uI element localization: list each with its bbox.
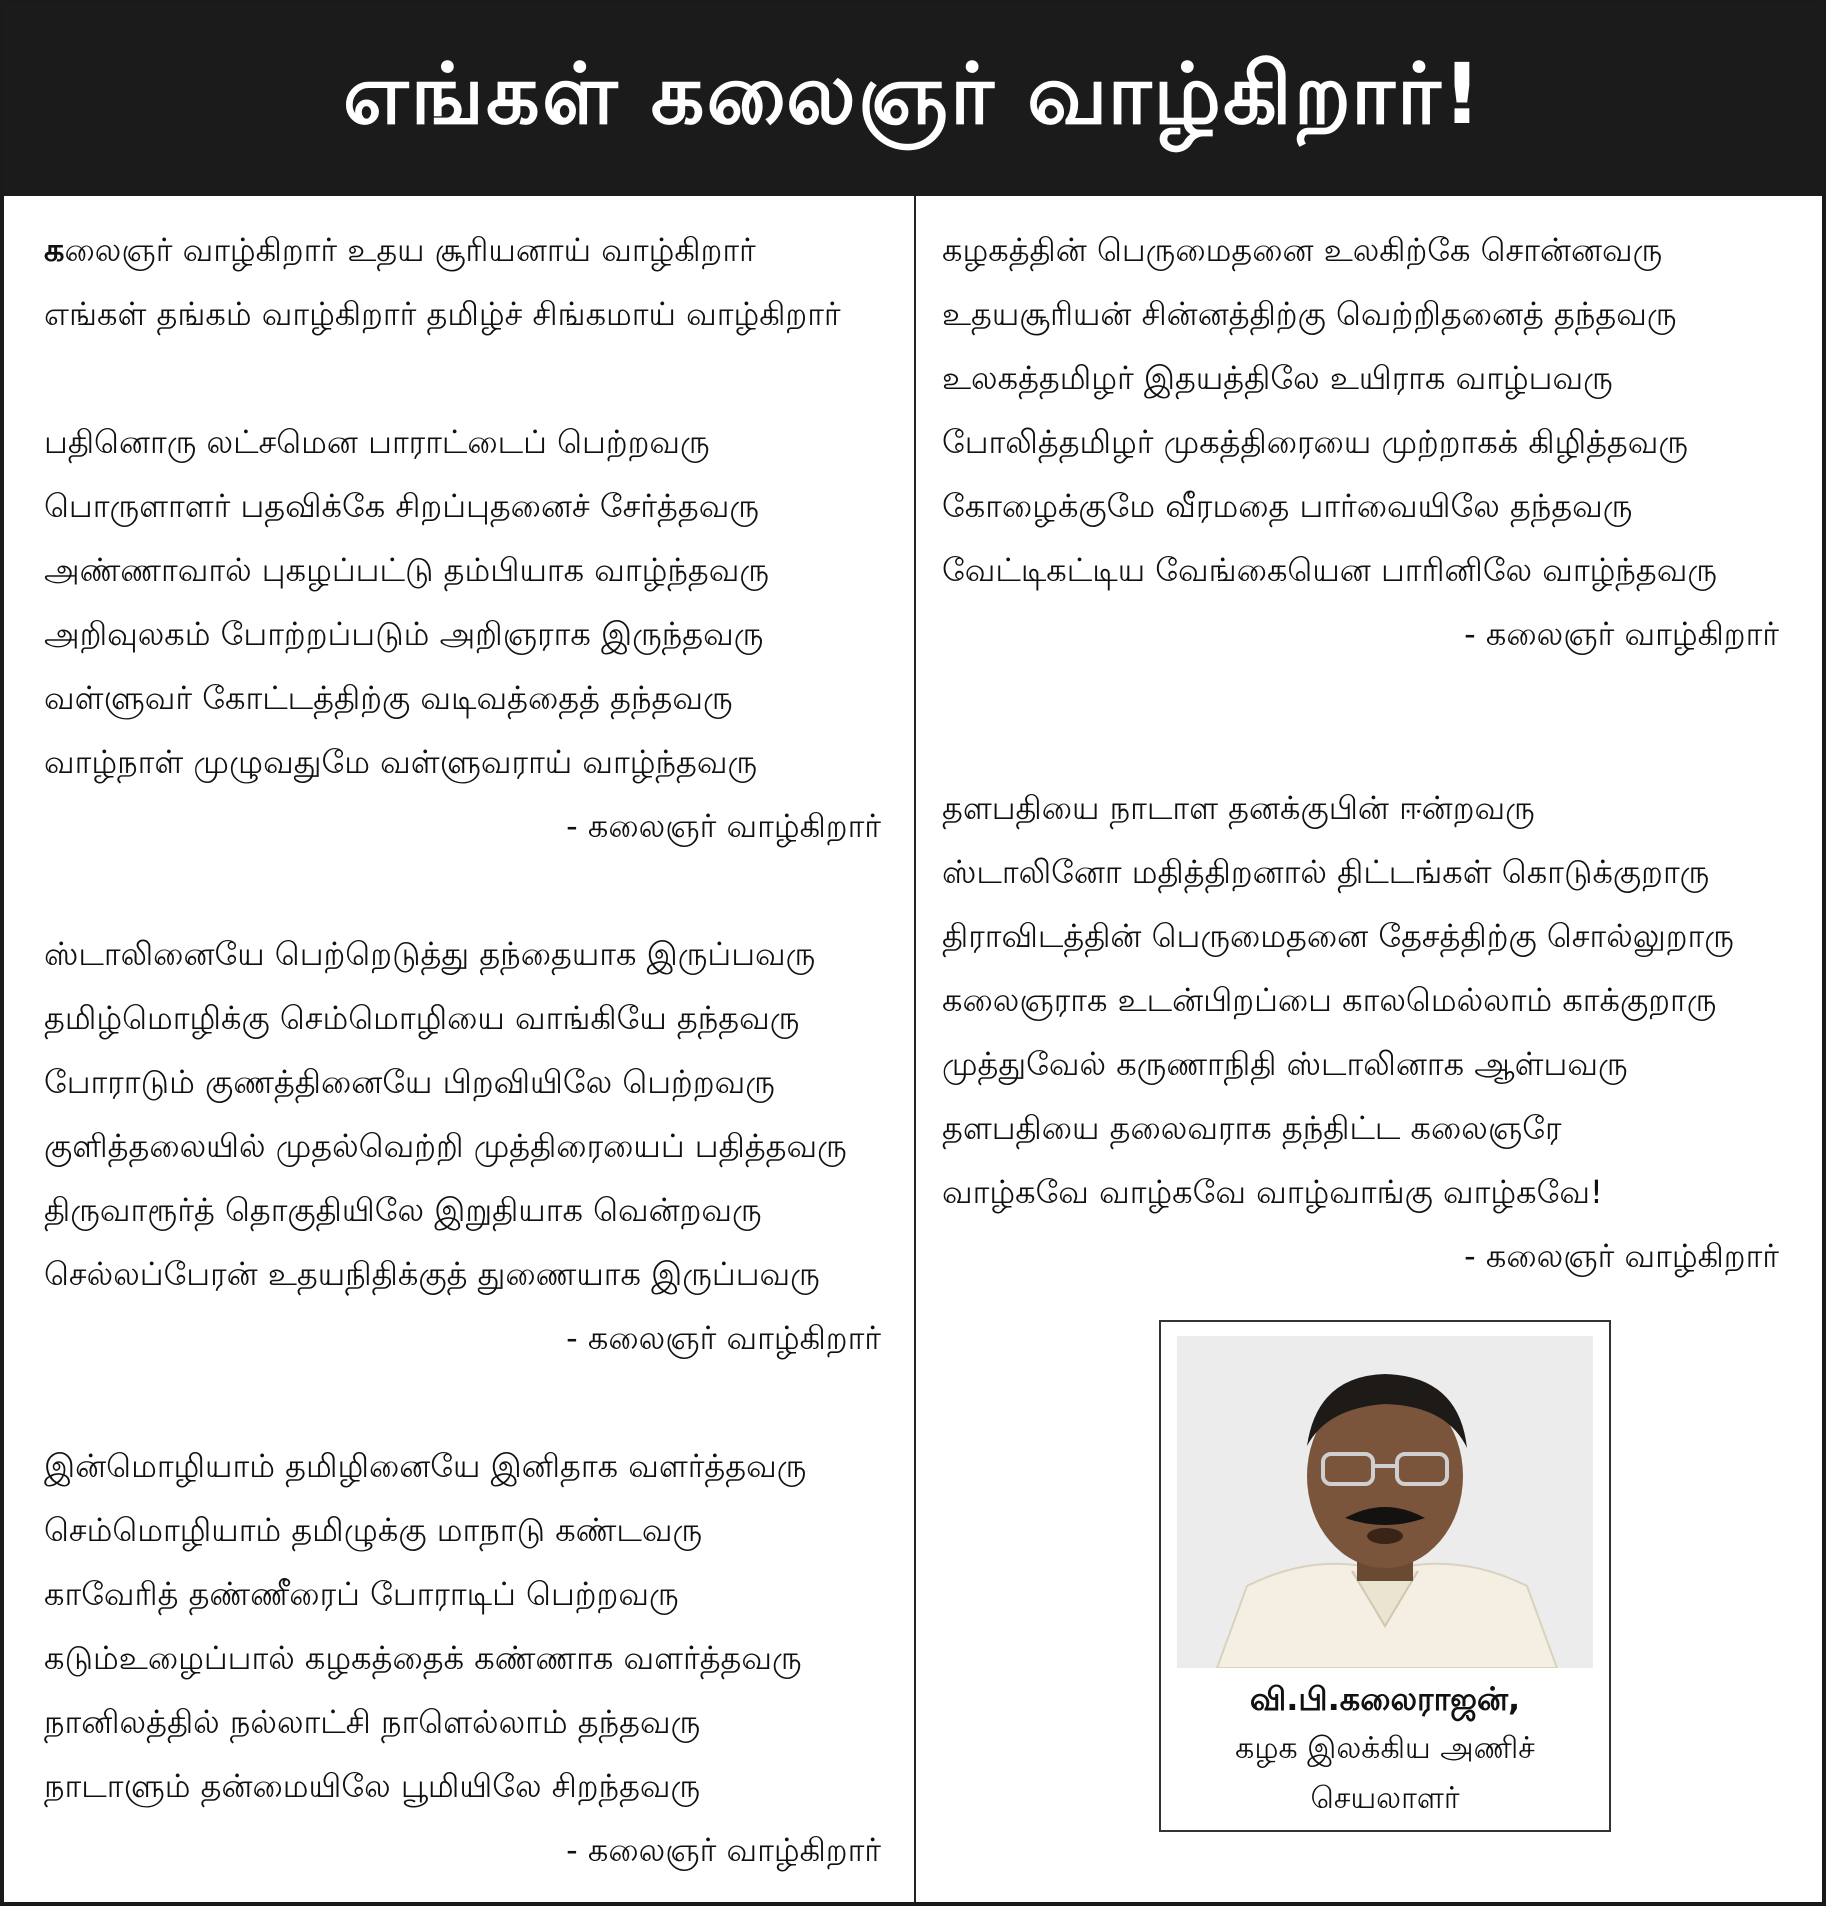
poem-line-text: - கலைஞர் வாழ்கிறார் xyxy=(1464,615,1779,653)
poem-line-text: கோழைக்குமே வீரமதை பார்வையிலே தந்தவரு xyxy=(942,487,1633,525)
poem-line xyxy=(44,1754,889,1818)
poem-line xyxy=(942,538,1787,602)
author-photo xyxy=(1177,1336,1593,1668)
poem-line xyxy=(942,1096,1787,1160)
poem-line-text: தளபதியை தலைவராக தந்திட்ட கலைஞரே xyxy=(942,1109,1562,1147)
poem-line-text: உதயசூரியன் சின்னத்திற்கு வெற்றிதனைத் தந்தவரு xyxy=(942,295,1677,333)
poem-line-text: வாழ்கவே வாழ்கவே வாழ்வாங்கு வாழ்கவே! xyxy=(942,1173,1603,1211)
refrain-line xyxy=(942,602,1787,666)
poem-line-text: ஸ்டாலினையே பெற்றெடுத்து தந்தையாக இருப்பவரு xyxy=(44,935,816,973)
poem-line-text: காவேரித் தண்ணீரைப் போராடிப் பெற்றவரு xyxy=(44,1575,679,1613)
poem-line xyxy=(44,730,889,794)
poem-line-text: ஸ்டாலினோ மதித்திறனால் திட்டங்கள் கொடுக்குறாரு xyxy=(942,853,1710,891)
author-caption xyxy=(1161,1674,1609,1824)
poem-line-text: செல்லப்பேரன் உதயநிதிக்குத் துணையாக இருப்பவரு xyxy=(44,1255,820,1293)
poem-line xyxy=(44,1626,889,1690)
poem-line-text: திருவாரூர்த் தொகுதியிலே இறுதியாக வென்றவரு xyxy=(44,1191,762,1229)
column-divider xyxy=(914,196,916,1902)
poem-line-text: - கலைஞர் வாழ்கிறார் xyxy=(566,1319,881,1357)
poem-line-text: - கலைஞர் வாழ்கிறார் xyxy=(566,807,881,845)
poem-line-text: போலித்தமிழர் முகத்திரையை முற்றாகக் கிழித்தவரு xyxy=(942,423,1689,461)
refrain-line xyxy=(942,1224,1787,1288)
refrain-line xyxy=(44,794,889,858)
poem-left-column xyxy=(44,196,889,1882)
poem-line xyxy=(942,474,1787,538)
poem-line xyxy=(942,1032,1787,1096)
poem-line-text: பதினொரு லட்சமென பாராட்டைப் பெற்றவரு xyxy=(44,423,710,461)
poem-line-text: செம்மொழியாம் தமிழுக்கு மாநாடு கண்டவரு xyxy=(44,1511,703,1549)
poem-line xyxy=(942,346,1787,410)
poem-line xyxy=(44,602,889,666)
stanza-gap xyxy=(44,346,889,410)
poem-line xyxy=(44,538,889,602)
poem-line xyxy=(44,474,889,538)
author-role-line-1: கழக இலக்கிய அணிச் xyxy=(1235,1731,1535,1766)
poem-line-text: குளித்தலையில் முதல்வெற்றி முத்திரையைப் பதித்தவரு xyxy=(44,1127,847,1165)
poem-line-text: வேட்டிகட்டிய வேங்கையென பாரினிலே வாழ்ந்தவரு xyxy=(942,551,1718,589)
poem-line-text: கழகத்தின் பெருமைதனை உலகிற்கே சொன்னவரு xyxy=(942,231,1663,269)
stanza-gap xyxy=(44,858,889,922)
author-role-line-2: செயலாளர் xyxy=(1310,1781,1460,1816)
poem-line-text: உலகத்தமிழர் இதயத்திலே உயிராக வாழ்பவரு xyxy=(942,359,1613,397)
poem-line xyxy=(942,840,1787,904)
refrain-line xyxy=(44,1306,889,1370)
poem-line-text: எங்கள் தங்கம் வாழ்கிறார் தமிழ்ச் சிங்கமாய் வாழ்கிறார் xyxy=(44,295,841,333)
poem-line xyxy=(44,1562,889,1626)
poem-line-text: அண்ணாவால் புகழப்பட்டு தம்பியாக வாழ்ந்தவரு xyxy=(44,551,769,589)
poem-line xyxy=(942,410,1787,474)
poem-line-text: வள்ளுவர் கோட்டத்திற்கு வடிவத்தைத் தந்தவரு xyxy=(44,679,733,717)
poem-line-text: நாடாளும் தன்மையிலே பூமியிலே சிறந்தவரு xyxy=(44,1767,701,1805)
poem-line xyxy=(44,1242,889,1306)
poem-line xyxy=(44,218,889,282)
poem-line-text: - கலைஞர் வாழ்கிறார் xyxy=(1464,1237,1779,1275)
refrain-line xyxy=(44,1818,889,1882)
poem-line xyxy=(44,410,889,474)
poem-line xyxy=(44,1498,889,1562)
poem-line-text: கடும்உழைப்பால் கழகத்தைக் கண்ணாக வளர்த்தவரு xyxy=(44,1639,802,1677)
poem-line-text: தளபதியை நாடாள தனக்குபின் ஈன்றவரு xyxy=(942,789,1535,827)
poem-line-text: போராடும் குணத்தினையே பிறவியிலே பெற்றவரு xyxy=(44,1063,775,1101)
poem-line xyxy=(44,1690,889,1754)
poem-line-text: லைஞர் வாழ்கிறார் உதய சூரியனாய் வாழ்கிறார் xyxy=(64,231,756,269)
drop-cap: க xyxy=(44,231,65,269)
poem-line xyxy=(44,1050,889,1114)
poem-line-text: திராவிடத்தின் பெருமைதனை தேசத்திற்கு சொல்லுறாரு xyxy=(942,917,1734,955)
poem-line-text: முத்துவேல் கருணாநிதி ஸ்டாலினாக ஆள்பவரு xyxy=(942,1045,1628,1083)
poem-line-text: - கலைஞர் வாழ்கிறார் xyxy=(566,1831,881,1869)
poem-line-text: வாழ்நாள் முழுவதுமே வள்ளுவராய் வாழ்ந்தவரு xyxy=(44,743,758,781)
poem-line xyxy=(44,1434,889,1498)
poem-line-text: அறிவுலகம் போற்றப்படும் அறிஞராக இருந்தவரு xyxy=(44,615,764,653)
poem-line-text: தமிழ்மொழிக்கு செம்மொழியை வாங்கியே தந்தவரு xyxy=(44,999,800,1037)
poem-line xyxy=(942,282,1787,346)
stanza-gap xyxy=(44,1370,889,1434)
poem-line xyxy=(942,218,1787,282)
author-name: வி.பி.கலைராஜன், xyxy=(1249,1680,1521,1718)
page-title: எங்கள் கலைஞர் வாழ்கிறார்! xyxy=(342,45,1484,143)
poem-line-text: பொருளாளர் பதவிக்கே சிறப்புதனைச் சேர்த்தவரு xyxy=(44,487,759,525)
poem-right-column xyxy=(942,196,1787,1288)
poem-line-text: நானிலத்தில் நல்லாட்சி நாளெல்லாம் தந்தவரு xyxy=(44,1703,701,1741)
author-box xyxy=(1159,1320,1611,1832)
poem-line xyxy=(44,282,889,346)
poem-line xyxy=(942,968,1787,1032)
title-banner xyxy=(4,4,1822,196)
poem-line xyxy=(44,666,889,730)
poem-line xyxy=(44,922,889,986)
poem-line xyxy=(942,1160,1787,1224)
poem-line xyxy=(44,1178,889,1242)
poem-line xyxy=(942,904,1787,968)
poem-line xyxy=(44,1114,889,1178)
poem-line xyxy=(942,776,1787,840)
poem-line-text: கலைஞராக உடன்பிறப்பை காலமெல்லாம் காக்குறாரு xyxy=(942,981,1717,1019)
poem-line-text: இன்மொழியாம் தமிழினையே இனிதாக வளர்த்தவரு xyxy=(44,1447,807,1485)
poem-line xyxy=(44,986,889,1050)
author-portrait-image xyxy=(1177,1336,1593,1668)
stanza-gap xyxy=(942,666,1787,776)
